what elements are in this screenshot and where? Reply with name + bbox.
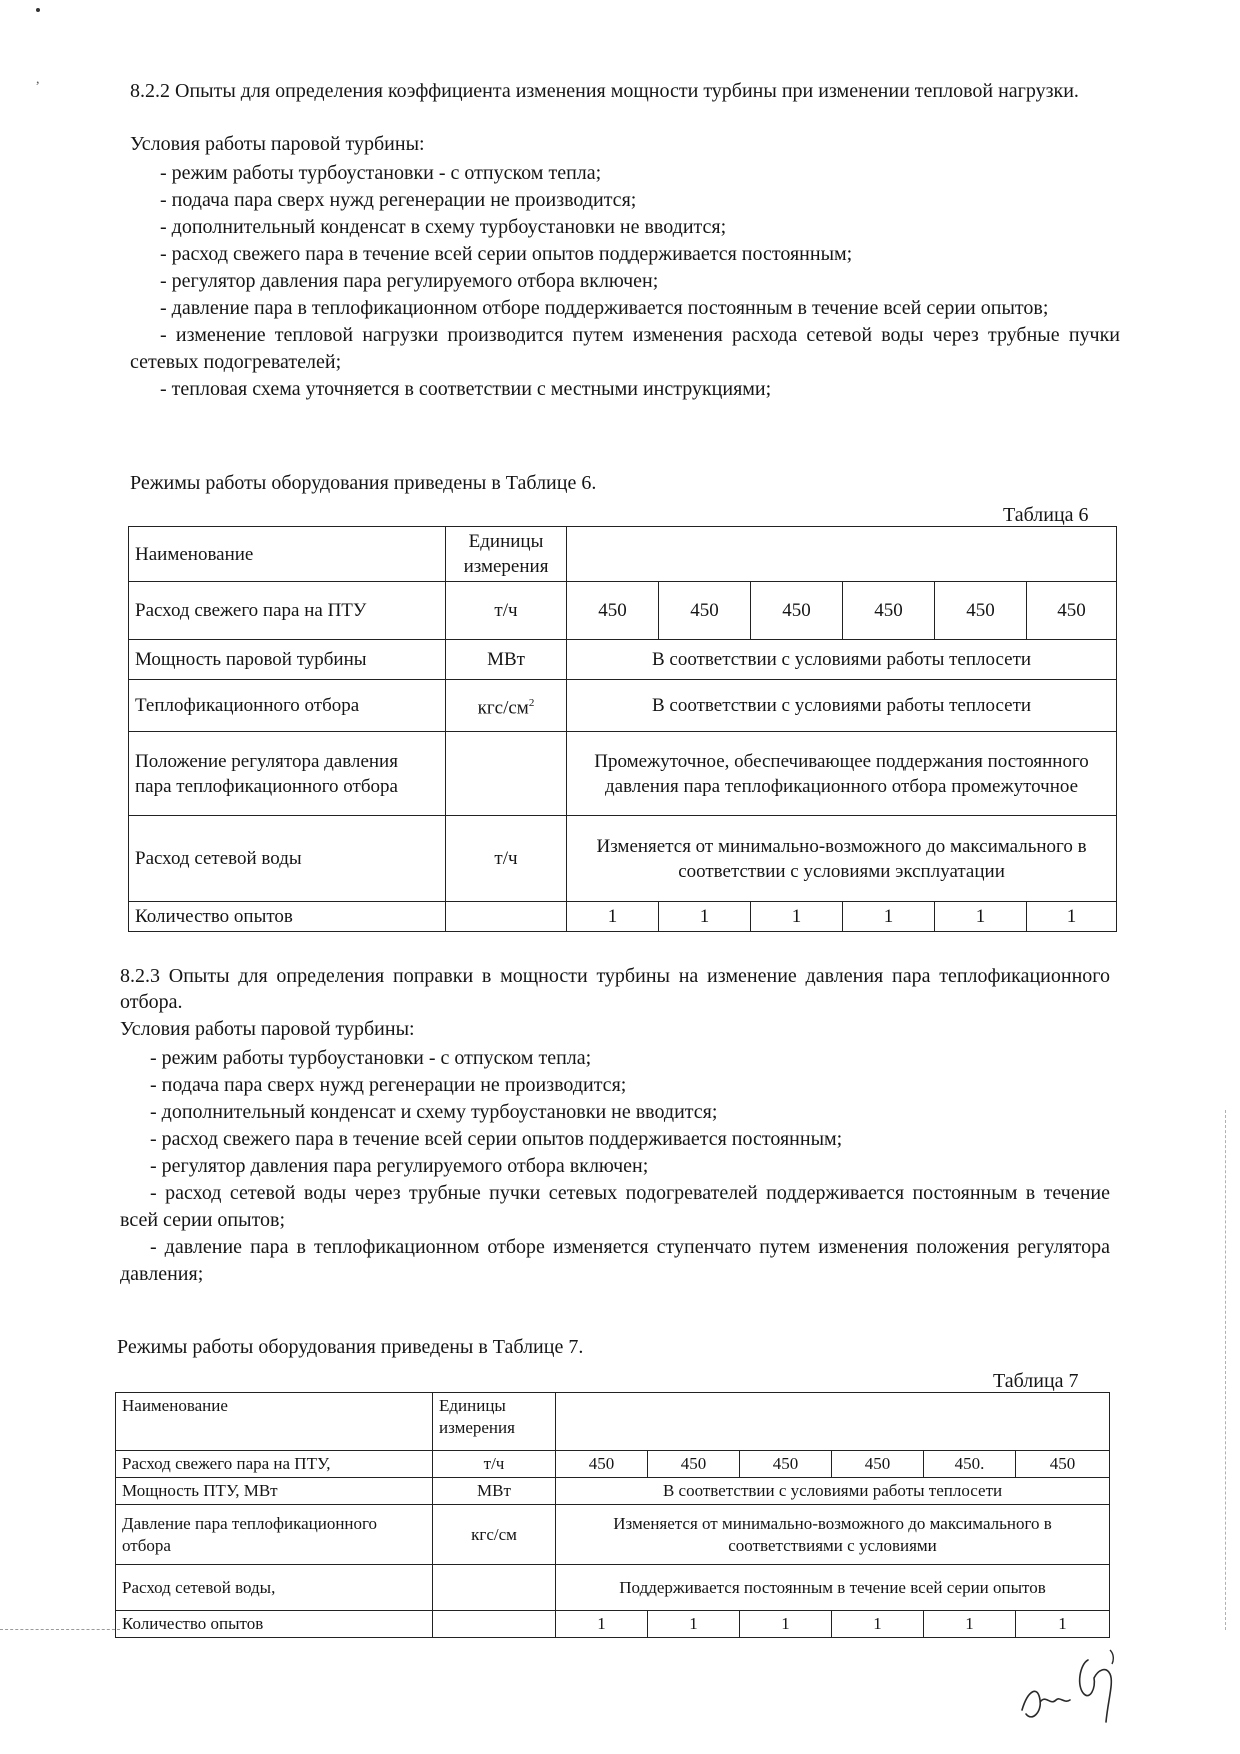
table-row [129, 680, 1117, 732]
condition-item: - дополнительный конденсат и схему турбоустановки не вводится; [150, 1101, 718, 1123]
value-cell: 1 [648, 1611, 740, 1638]
row-unit: МВт [433, 1478, 556, 1505]
row-name: Теплофикационного отбора [129, 680, 446, 732]
header-units: Единицы измерения [433, 1393, 556, 1451]
section-823-conditions-heading: Условия работы паровой турбины: [120, 1018, 415, 1040]
header-values-empty [567, 527, 1117, 582]
row-value: Промежуточное, обеспечивающее поддержания постоянного давления пара теплофикационного отбора промежуточное [567, 732, 1117, 816]
table-row [129, 640, 1117, 680]
handwritten-signature [1010, 1630, 1130, 1730]
unit-superscript: 2 [528, 696, 535, 709]
section-822-title: 8.2.2 Опыты для определения коэффициента изменения мощности турбины при изменении тепловой нагрузки. [130, 80, 1079, 102]
row-unit: т/ч [433, 1451, 556, 1478]
row-value: В соответствии с условиями работы теплосети [567, 680, 1117, 732]
header-values-empty [556, 1393, 1110, 1451]
header-name: Наименование [129, 527, 446, 582]
condition-item: - подача пара сверх нужд регенерации не производится; [150, 1074, 627, 1096]
value-cell: 1 [740, 1611, 832, 1638]
section-822-conditions [130, 160, 1120, 403]
table-row [116, 1565, 1110, 1611]
row-name: Положение регулятора давления пара теплофикационного отбора [129, 732, 446, 816]
table-row [116, 1451, 1110, 1478]
table-header-row [129, 527, 1117, 582]
value-cell: 1 [1016, 1611, 1110, 1638]
table-7-caption: Таблица 7 [993, 1370, 1079, 1392]
value-cell: 1 [567, 902, 659, 932]
value-cell: 1 [832, 1611, 924, 1638]
condition-item: - расход свежего пара в течение всей серии опытов поддерживается постоянным; [150, 1128, 843, 1150]
row-name: Расход сетевой воды [129, 816, 446, 902]
value-cell: 450 [751, 582, 843, 640]
table-7-intro: Режимы работы оборудования приведены в Таблице 7. [117, 1336, 584, 1358]
scan-artifact-line [0, 1629, 120, 1630]
table-header-row [116, 1393, 1110, 1451]
value-cell: 1 [935, 902, 1027, 932]
condition-item: - режим работы турбоустановки - с отпуском тепла; [150, 1047, 592, 1069]
condition-item: - расход сетевой воды через трубные пучки сетевых подогревателей поддерживается постоянным в течение всей серии опытов; [120, 1182, 1110, 1231]
condition-item: - подача пара сверх нужд регенерации не производится; [160, 189, 637, 211]
condition-item: - изменение тепловой нагрузки производится путем изменения расхода сетевой воды через трубные пучки сетевых подогревателей; [130, 324, 1120, 373]
header-units: Единицы измерения [446, 527, 567, 582]
scan-edge-line [1225, 1110, 1226, 1630]
table-row [116, 1478, 1110, 1505]
row-unit: кгс/см [433, 1505, 556, 1565]
condition-item: - давление пара в теплофикационном отборе изменяется ступенчато путем изменения положения регулятора давления; [120, 1236, 1110, 1285]
row-unit [446, 732, 567, 816]
condition-item: - регулятор давления пара регулируемого отбора включен; [150, 1155, 649, 1177]
row-name: Давление пара теплофикационного отбора [116, 1505, 433, 1565]
row-value: Изменяется от минимально-возможного до максимального в соответствии с условиями эксплуатации [567, 816, 1117, 902]
section-823-conditions [120, 1045, 1110, 1288]
value-cell: 450 [648, 1451, 740, 1478]
table-row [116, 1505, 1110, 1565]
value-cell: 450 [740, 1451, 832, 1478]
row-value: Изменяется от минимально-возможного до максимального в соответствиями с условиями [556, 1505, 1110, 1565]
row-name: Мощность ПТУ, МВт [116, 1478, 433, 1505]
row-name: Расход сетевой воды, [116, 1565, 433, 1611]
table-6 [128, 526, 1117, 932]
value-cell: 450 [659, 582, 751, 640]
value-cell: 1 [1027, 902, 1117, 932]
row-unit [446, 680, 567, 732]
condition-item: - расход свежего пара в течение всей серии опытов поддерживается постоянным; [160, 243, 853, 265]
row-name: Мощность паровой турбины [129, 640, 446, 680]
value-cell: 450 [556, 1451, 648, 1478]
row-name: Количество опытов [116, 1611, 433, 1638]
value-cell: 450 [832, 1451, 924, 1478]
value-cell: 1 [924, 1611, 1016, 1638]
row-value: Поддерживается постоянным в течение всей серии опытов [556, 1565, 1110, 1611]
table-row [129, 816, 1117, 902]
condition-item: - дополнительный конденсат в схему турбоустановки не вводится; [160, 216, 727, 238]
scan-speck [36, 8, 40, 12]
value-cell: 1 [659, 902, 751, 932]
value-cell: 450 [1016, 1451, 1110, 1478]
header-name: Наименование [116, 1393, 433, 1451]
row-unit: т/ч [446, 816, 567, 902]
row-name: Расход свежего пара на ПТУ [129, 582, 446, 640]
scan-mark: , [36, 72, 40, 87]
condition-item: - давление пара в теплофикационном отборе поддерживается постоянным в течение всей серии опытов; [160, 297, 1049, 319]
row-value: В соответствии с условиями работы теплосети [567, 640, 1117, 680]
table-7 [115, 1392, 1110, 1638]
unit-text: кгс/см [477, 697, 529, 719]
value-cell: 450. [924, 1451, 1016, 1478]
table-row [129, 582, 1117, 640]
row-name: Расход свежего пара на ПТУ, [116, 1451, 433, 1478]
table-6-intro: Режимы работы оборудования приведены в Таблице 6. [130, 472, 597, 494]
value-cell: 450 [1027, 582, 1117, 640]
value-cell: 1 [751, 902, 843, 932]
section-823-title: 8.2.3 Опыты для определения поправки в мощности турбины на изменение давления пара теплофикационного отбора. [120, 965, 1110, 1013]
row-unit [446, 902, 567, 932]
value-cell: 1 [843, 902, 935, 932]
condition-item: - регулятор давления пара регулируемого отбора включен; [160, 270, 659, 292]
table-row [129, 902, 1117, 932]
section-822-conditions-heading: Условия работы паровой турбины: [130, 133, 425, 155]
row-name: Количество опытов [129, 902, 446, 932]
table-row [129, 732, 1117, 816]
row-unit [433, 1565, 556, 1611]
row-unit [433, 1611, 556, 1638]
value-cell: 450 [843, 582, 935, 640]
row-unit: МВт [446, 640, 567, 680]
table-6-caption: Таблица 6 [1003, 504, 1089, 526]
value-cell: 450 [935, 582, 1027, 640]
table-row [116, 1611, 1110, 1638]
condition-item: - режим работы турбоустановки - с отпуском тепла; [160, 162, 602, 184]
condition-item: - тепловая схема уточняется в соответствии с местными инструкциями; [160, 378, 772, 400]
row-unit: т/ч [446, 582, 567, 640]
value-cell: 1 [556, 1611, 648, 1638]
value-cell: 450 [567, 582, 659, 640]
row-value: В соответствии с условиями работы теплосети [556, 1478, 1110, 1505]
